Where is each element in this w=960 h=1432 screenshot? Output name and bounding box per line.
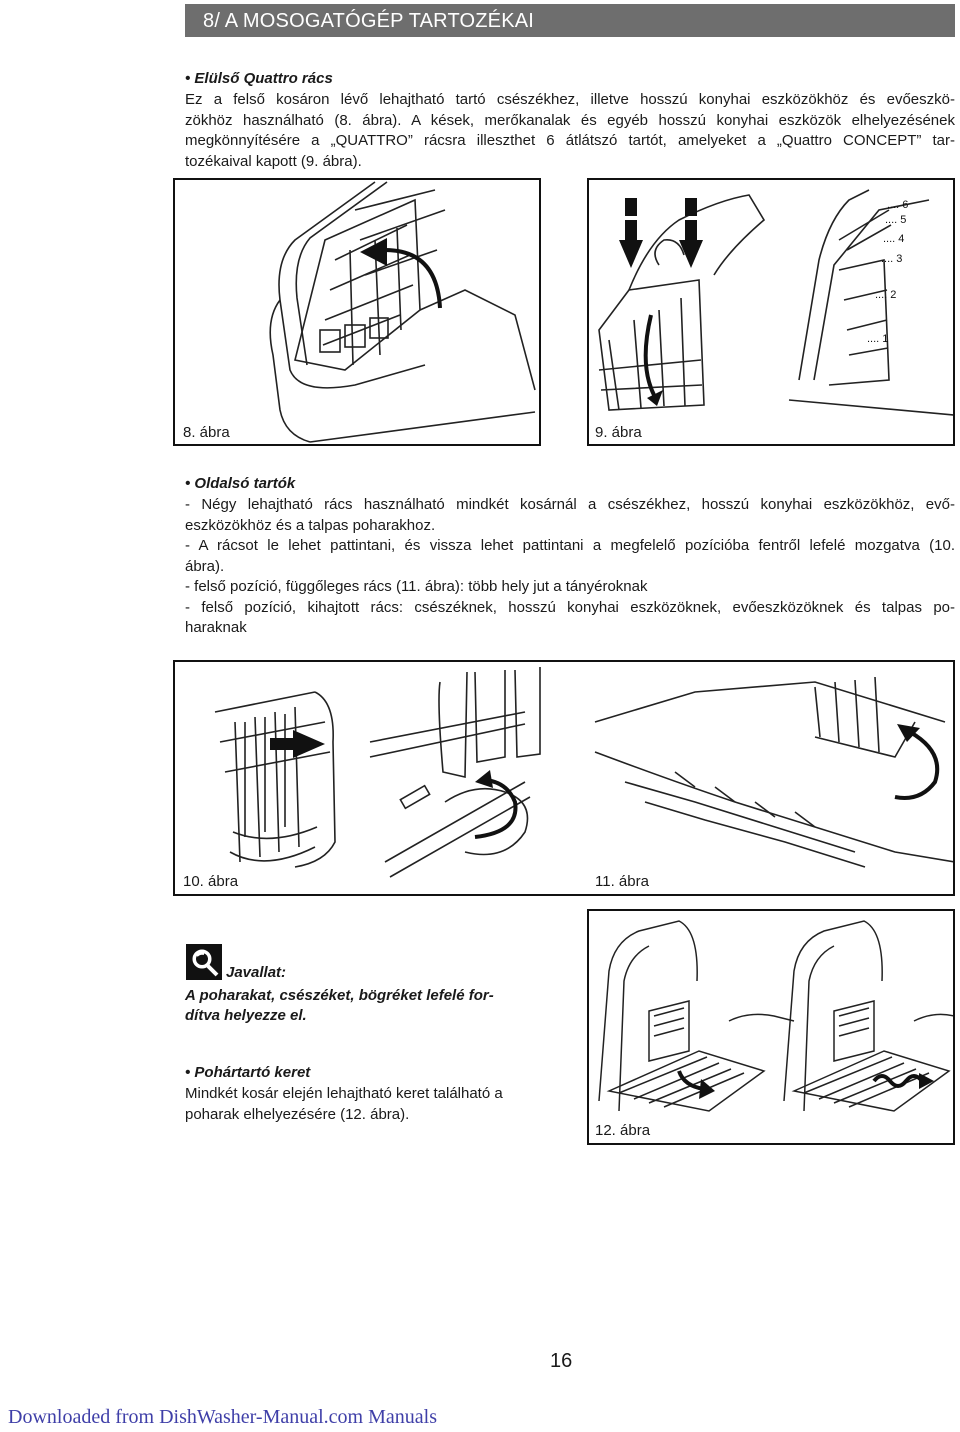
fig9-label-6: .... 6 — [887, 199, 909, 211]
paragraph-line: - felső pozíció, függőleges rács (11. ábra): több hely jut a tányéroknak — [185, 578, 648, 595]
figure-12-illustration — [589, 911, 955, 1145]
paragraph-line: Mindkét kosár elején lehajtható keret található a — [185, 1085, 503, 1102]
tip-text — [185, 986, 494, 1026]
quattro-rack-heading: • Elülső Quattro rács — [185, 70, 333, 87]
figure-8-box — [173, 178, 541, 446]
footer-download-link[interactable]: Downloaded from DishWasher-Manual.com Manuals — [8, 1406, 437, 1428]
tip-line: dítva helyezze el. — [185, 1007, 307, 1024]
side-holders-heading: • Oldalsó tartók — [185, 475, 296, 492]
paragraph-line: zökhöz használható (8. ábra). A kések, merőkanalak és egyéb hosszú konyhai eszközök elhelyezésének — [185, 111, 955, 129]
fig9-label-4: .... 4 — [883, 233, 905, 245]
glass-holder-heading: • Pohártartó keret — [185, 1064, 311, 1081]
paragraph-line: tozékaival kapott (9. ábra). — [185, 152, 362, 170]
quattro-rack-paragraph — [185, 90, 955, 172]
fig9-label-1: .... 1 — [867, 333, 889, 345]
figure-11-caption: 11. ábra — [595, 873, 649, 890]
section-title: 8/ A MOSOGATÓGÉP TARTOZÉKAI — [203, 10, 535, 32]
figure-8-illustration — [175, 180, 541, 446]
tip-line: A poharakat, csészéket, bögréket lefelé for- — [185, 987, 494, 1004]
figure-12-box — [587, 909, 955, 1145]
paragraph-line: - A rácsot le lehet pattintani, és vissza lehet pattintani a megfelelő pozícióba fentről lefelé mozgatva (10. — [185, 537, 955, 554]
figure-10-caption: 10. ábra — [183, 873, 239, 890]
page-number: 16 — [550, 1350, 573, 1372]
paragraph-line: ábra). — [185, 557, 225, 575]
fig9-label-5: .... 5 — [885, 214, 907, 226]
section-header-bar — [185, 4, 955, 37]
fig9-label-2: .... 2 — [875, 289, 897, 301]
paragraph-line: haraknak — [185, 619, 247, 636]
paragraph-line: megkönnyítésére a „QUATTRO” rácsra illeszthet 6 átlátszó tartót, amelyeket a „Quattro CONCEPT” tar- — [185, 132, 955, 149]
paragraph-line: - Négy lehajtható rács használható mindkét kosárnál a csészékhez, hosszú konyhai eszközökhöz, evő- — [185, 496, 955, 513]
side-holders-paragraph — [185, 495, 955, 639]
tip-title: Javallat: — [226, 964, 287, 981]
figure-8-caption: 8. ábra — [183, 424, 230, 441]
paragraph-line: - felső pozíció, kihajtott rács: csészéknek, hosszú konyhai eszközöknek, evőeszközöknek és talpas po- — [185, 598, 955, 616]
fig9-label-3: .... 3 — [881, 253, 903, 265]
paragraph-line: poharak elhelyezésére (12. ábra). — [185, 1105, 410, 1123]
figure-10-11-illustration — [175, 662, 955, 896]
figure-12-caption: 12. ábra — [595, 1122, 651, 1139]
figure-9-box — [587, 178, 955, 446]
figure-9-caption: 9. ábra — [595, 424, 642, 441]
magnifier-icon — [186, 944, 222, 980]
paragraph-line: Ez a felső kosáron lévő lehajtható tartó csészékhez, illetve hosszú konyhai eszközökhöz és evőeszkö- — [185, 91, 955, 108]
glass-holder-paragraph — [185, 1084, 545, 1125]
paragraph-line: eszközökhöz és a talpas poharakhoz. — [185, 516, 436, 534]
figure-10-11-box — [173, 660, 955, 896]
figure-9-illustration — [589, 180, 955, 446]
